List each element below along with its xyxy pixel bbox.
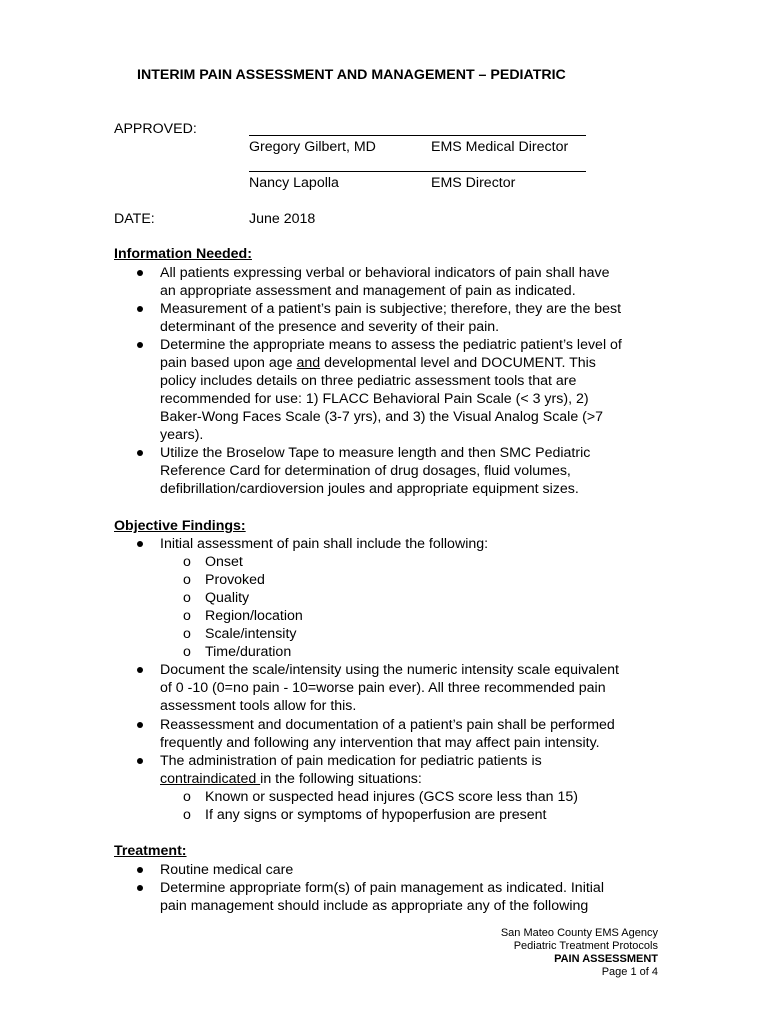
signature-line-2 [249, 171, 586, 172]
bullet-icon [137, 885, 143, 891]
objective-item-3-line-2: frequently and following any intervention that may affect pain intensity. [160, 735, 600, 751]
sub-bullet-marker: o [183, 807, 191, 823]
treatment-item-2-line-1: Determine appropriate form(s) of pain management as indicated. Initial [160, 880, 604, 896]
signer-name-2: Nancy Lapolla [249, 175, 339, 191]
objective-item-4-line-1: The administration of pain medication for pediatric patients is [160, 753, 542, 769]
info-item-3-line-2 [160, 354, 596, 372]
signer-role-1: EMS Medical Director [431, 139, 569, 155]
signer-role-2: EMS Director [431, 175, 516, 191]
underlined-text: contraindicated [160, 771, 261, 787]
document-title: INTERIM PAIN ASSESSMENT AND MANAGEMENT – PEDIATRIC [137, 67, 566, 83]
info-item-4-line-3: defibrillation/cardioversion joules and appropriate equipment sizes. [160, 481, 579, 497]
bullet-icon [137, 450, 143, 456]
treatment-item-1: Routine medical care [160, 862, 294, 878]
sub-item-time: Time/duration [205, 644, 292, 660]
sub-item-provoked: Provoked [205, 572, 265, 588]
footer-protocols: Pediatric Treatment Protocols [513, 940, 658, 952]
objective-item-4-line-2 [160, 770, 422, 788]
objective-item-1: Initial assessment of pain shall include the following: [160, 536, 489, 552]
sub-bullet-marker: o [183, 644, 191, 660]
date-label: DATE: [114, 211, 155, 227]
info-item-3-line-3: policy includes details on three pediatric assessment tools that are [160, 373, 577, 389]
date-value: June 2018 [249, 211, 316, 227]
sub-bullet-marker: o [183, 608, 191, 624]
bullet-icon [137, 306, 143, 312]
footer-page-number: Page 1 of 4 [601, 966, 658, 978]
signature-line-1 [249, 135, 586, 136]
sub-bullet-marker: o [183, 572, 191, 588]
bullet-icon [137, 867, 143, 873]
footer-section: PAIN ASSESSMENT [554, 953, 658, 965]
sub-item-onset: Onset [205, 554, 243, 570]
footer [501, 927, 658, 979]
footer-agency: San Mateo County EMS Agency [500, 927, 658, 939]
sub-bullet-marker: o [183, 554, 191, 570]
objective-heading: Objective Findings: [114, 518, 246, 534]
treatment-item-2-line-2: pain management should include as appropriate any of the following [160, 898, 589, 914]
info-item-3-line-6: years). [160, 427, 204, 443]
info-item-3-line-4: recommended for use: 1) FLACC Behavioral Pain Scale (< 3 yrs), 2) [160, 391, 589, 407]
sub-bullet-marker: o [183, 789, 191, 805]
bullet-icon [137, 541, 143, 547]
objective-item-2-line-3: assessment tools allow for this. [160, 698, 357, 714]
info-item-4-line-2: Reference Card for determination of drug dosages, fluid volumes, [160, 463, 571, 479]
info-heading: Information Needed: [114, 246, 252, 262]
sub-item-scale: Scale/intensity [205, 626, 297, 642]
sub-item-quality: Quality [205, 590, 250, 606]
info-item-3-line-1: Determine the appropriate means to assess the pediatric patient’s level of [160, 337, 622, 353]
info-item-2-line-1: Measurement of a patient’s pain is subjective; therefore, they are the best [160, 301, 622, 317]
bullet-icon [137, 270, 143, 276]
text-span: developmental level and DOCUMENT. This [320, 355, 596, 371]
text-span: in the following situations: [260, 771, 422, 787]
approved-label: APPROVED: [114, 121, 197, 137]
treatment-heading: Treatment: [114, 843, 187, 859]
underlined-text: and [296, 355, 321, 371]
contraindication-item-2: If any signs or symptoms of hypoperfusion are present [205, 807, 547, 823]
sub-bullet-marker: o [183, 626, 191, 642]
info-item-1-line-1: All patients expressing verbal or behavioral indicators of pain shall have [160, 265, 610, 281]
objective-item-2-line-2: of 0 -10 (0=no pain - 10=worse pain ever). All three recommended pain [160, 680, 606, 696]
info-item-4-line-1: Utilize the Broselow Tape to measure length and then SMC Pediatric [160, 445, 591, 461]
bullet-icon [137, 758, 143, 764]
bullet-icon [137, 342, 143, 348]
info-item-2-line-2: determinant of the presence and severity of their pain. [160, 319, 500, 335]
sub-item-region: Region/location [205, 608, 303, 624]
info-item-3-line-5: Baker-Wong Faces Scale (3-7 yrs), and 3) the Visual Analog Scale (>7 [160, 409, 604, 425]
contraindication-item-1: Known or suspected head injures (GCS score less than 15) [205, 789, 579, 805]
bullet-icon [137, 722, 143, 728]
sub-bullet-marker: o [183, 590, 191, 606]
signer-name-1: Gregory Gilbert, MD [249, 139, 376, 155]
bullet-icon [137, 667, 143, 673]
info-item-1-line-2: an appropriate assessment and management of pain as indicated. [160, 283, 576, 299]
objective-item-3-line-1: Reassessment and documentation of a patient’s pain shall be performed [160, 717, 615, 733]
objective-item-2-line-1: Document the scale/intensity using the numeric intensity scale equivalent [160, 662, 619, 678]
text-span: pain based upon age [160, 355, 297, 371]
